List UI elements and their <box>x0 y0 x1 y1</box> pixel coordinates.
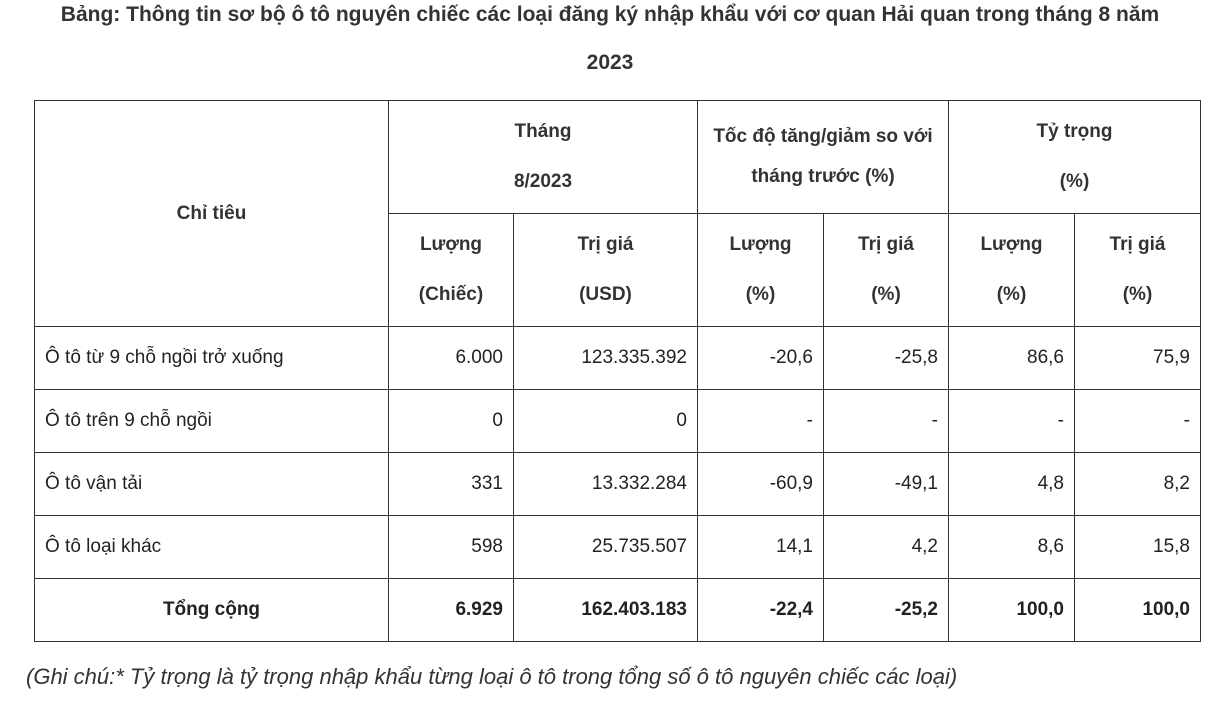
cell-luong: 0 <box>389 390 514 453</box>
total-ty-trong-luong: 100,0 <box>949 579 1075 642</box>
subheader-cell <box>1075 214 1201 327</box>
cell-ty-trong-tri-gia: - <box>1075 390 1201 453</box>
subheader-cell <box>514 214 698 327</box>
cell-tri-gia: 13.332.284 <box>514 453 698 516</box>
table-row <box>35 453 1201 516</box>
subheader-line1: Trị giá <box>1109 234 1166 255</box>
total-tri-gia: 162.403.183 <box>514 579 698 642</box>
header-chi-tieu <box>35 101 389 327</box>
import-car-table <box>34 100 1201 642</box>
header-toc-do <box>698 101 949 214</box>
row-name: Ô tô từ 9 chỗ ngồi trở xuống <box>35 327 389 390</box>
header-row-1 <box>35 101 1201 214</box>
cell-toc-do-luong: -20,6 <box>698 327 824 390</box>
cell-luong: 6.000 <box>389 327 514 390</box>
cell-toc-do-tri-gia: -25,8 <box>824 327 949 390</box>
header-toc-do-line1: Tốc độ tăng/giảm so với <box>713 126 933 147</box>
subheader-cell <box>698 214 824 327</box>
subheader-cell <box>949 214 1075 327</box>
table-title-line2: 2023 <box>586 51 634 74</box>
cell-ty-trong-luong: - <box>949 390 1075 453</box>
cell-luong: 331 <box>389 453 514 516</box>
total-toc-do-tri-gia: -25,2 <box>824 579 949 642</box>
total-label: Tổng cộng <box>35 579 389 642</box>
cell-ty-trong-luong: 8,6 <box>949 516 1075 579</box>
subheader-line2: (%) <box>996 284 1027 305</box>
total-row <box>35 579 1201 642</box>
header-toc-do-line2: tháng trước (%) <box>751 166 895 187</box>
cell-toc-do-tri-gia: 4,2 <box>824 516 949 579</box>
subheader-line1: Trị giá <box>858 234 914 255</box>
row-name: Ô tô vận tải <box>35 453 389 516</box>
header-ty-trong <box>949 101 1201 214</box>
total-ty-trong-tri-gia: 100,0 <box>1075 579 1201 642</box>
cell-toc-do-tri-gia: -49,1 <box>824 453 949 516</box>
subheader-line2: (USD) <box>579 284 632 305</box>
cell-toc-do-luong: -60,9 <box>698 453 824 516</box>
table-row <box>35 516 1201 579</box>
header-thang <box>389 101 698 214</box>
cell-ty-trong-tri-gia: 75,9 <box>1075 327 1201 390</box>
row-name: Ô tô loại khác <box>35 516 389 579</box>
cell-tri-gia: 25.735.507 <box>514 516 698 579</box>
subheader-line2: (%) <box>1122 284 1153 305</box>
subheader-line1: Lượng <box>419 234 483 255</box>
cell-ty-trong-tri-gia: 8,2 <box>1075 453 1201 516</box>
header-ty-trong-line2: (%) <box>1059 171 1090 192</box>
cell-toc-do-luong: 14,1 <box>698 516 824 579</box>
table-row <box>35 390 1201 453</box>
subheader-line1: Lượng <box>729 234 792 255</box>
row-name: Ô tô trên 9 chỗ ngồi <box>35 390 389 453</box>
table-title-line1: Bảng: Thông tin sơ bộ ô tô nguyên chiếc các loại đăng ký nhập khẩu với cơ quan Hải quan trong tháng 8 năm <box>60 3 1160 26</box>
subheader-line2: (%) <box>745 284 776 305</box>
header-thang-line2: 8/2023 <box>513 171 573 192</box>
cell-ty-trong-luong: 86,6 <box>949 327 1075 390</box>
total-luong: 6.929 <box>389 579 514 642</box>
cell-tri-gia: 123.335.392 <box>514 327 698 390</box>
total-toc-do-luong: -22,4 <box>698 579 824 642</box>
cell-toc-do-luong: - <box>698 390 824 453</box>
subheader-line1: Trị giá <box>577 234 634 255</box>
header-ty-trong-line1: Tỷ trọng <box>1036 121 1113 142</box>
subheader-cell <box>824 214 949 327</box>
cell-ty-trong-luong: 4,8 <box>949 453 1075 516</box>
cell-ty-trong-tri-gia: 15,8 <box>1075 516 1201 579</box>
subheader-cell <box>389 214 514 327</box>
footnote: (Ghi chú:* Tỷ trọng là tỷ trọng nhập khẩu từng loại ô tô trong tổng số ô tô nguyên chiếc các loại) <box>26 664 958 689</box>
subheader-line1: Lượng <box>980 234 1043 255</box>
subheader-line2: (%) <box>871 284 901 305</box>
header-chi-tieu-label: Chỉ tiêu <box>176 202 247 224</box>
cell-tri-gia: 0 <box>514 390 698 453</box>
header-thang-line1: Tháng <box>514 121 572 142</box>
cell-toc-do-tri-gia: - <box>824 390 949 453</box>
subheader-line2: (Chiếc) <box>418 284 484 305</box>
cell-luong: 598 <box>389 516 514 579</box>
table-row <box>35 327 1201 390</box>
